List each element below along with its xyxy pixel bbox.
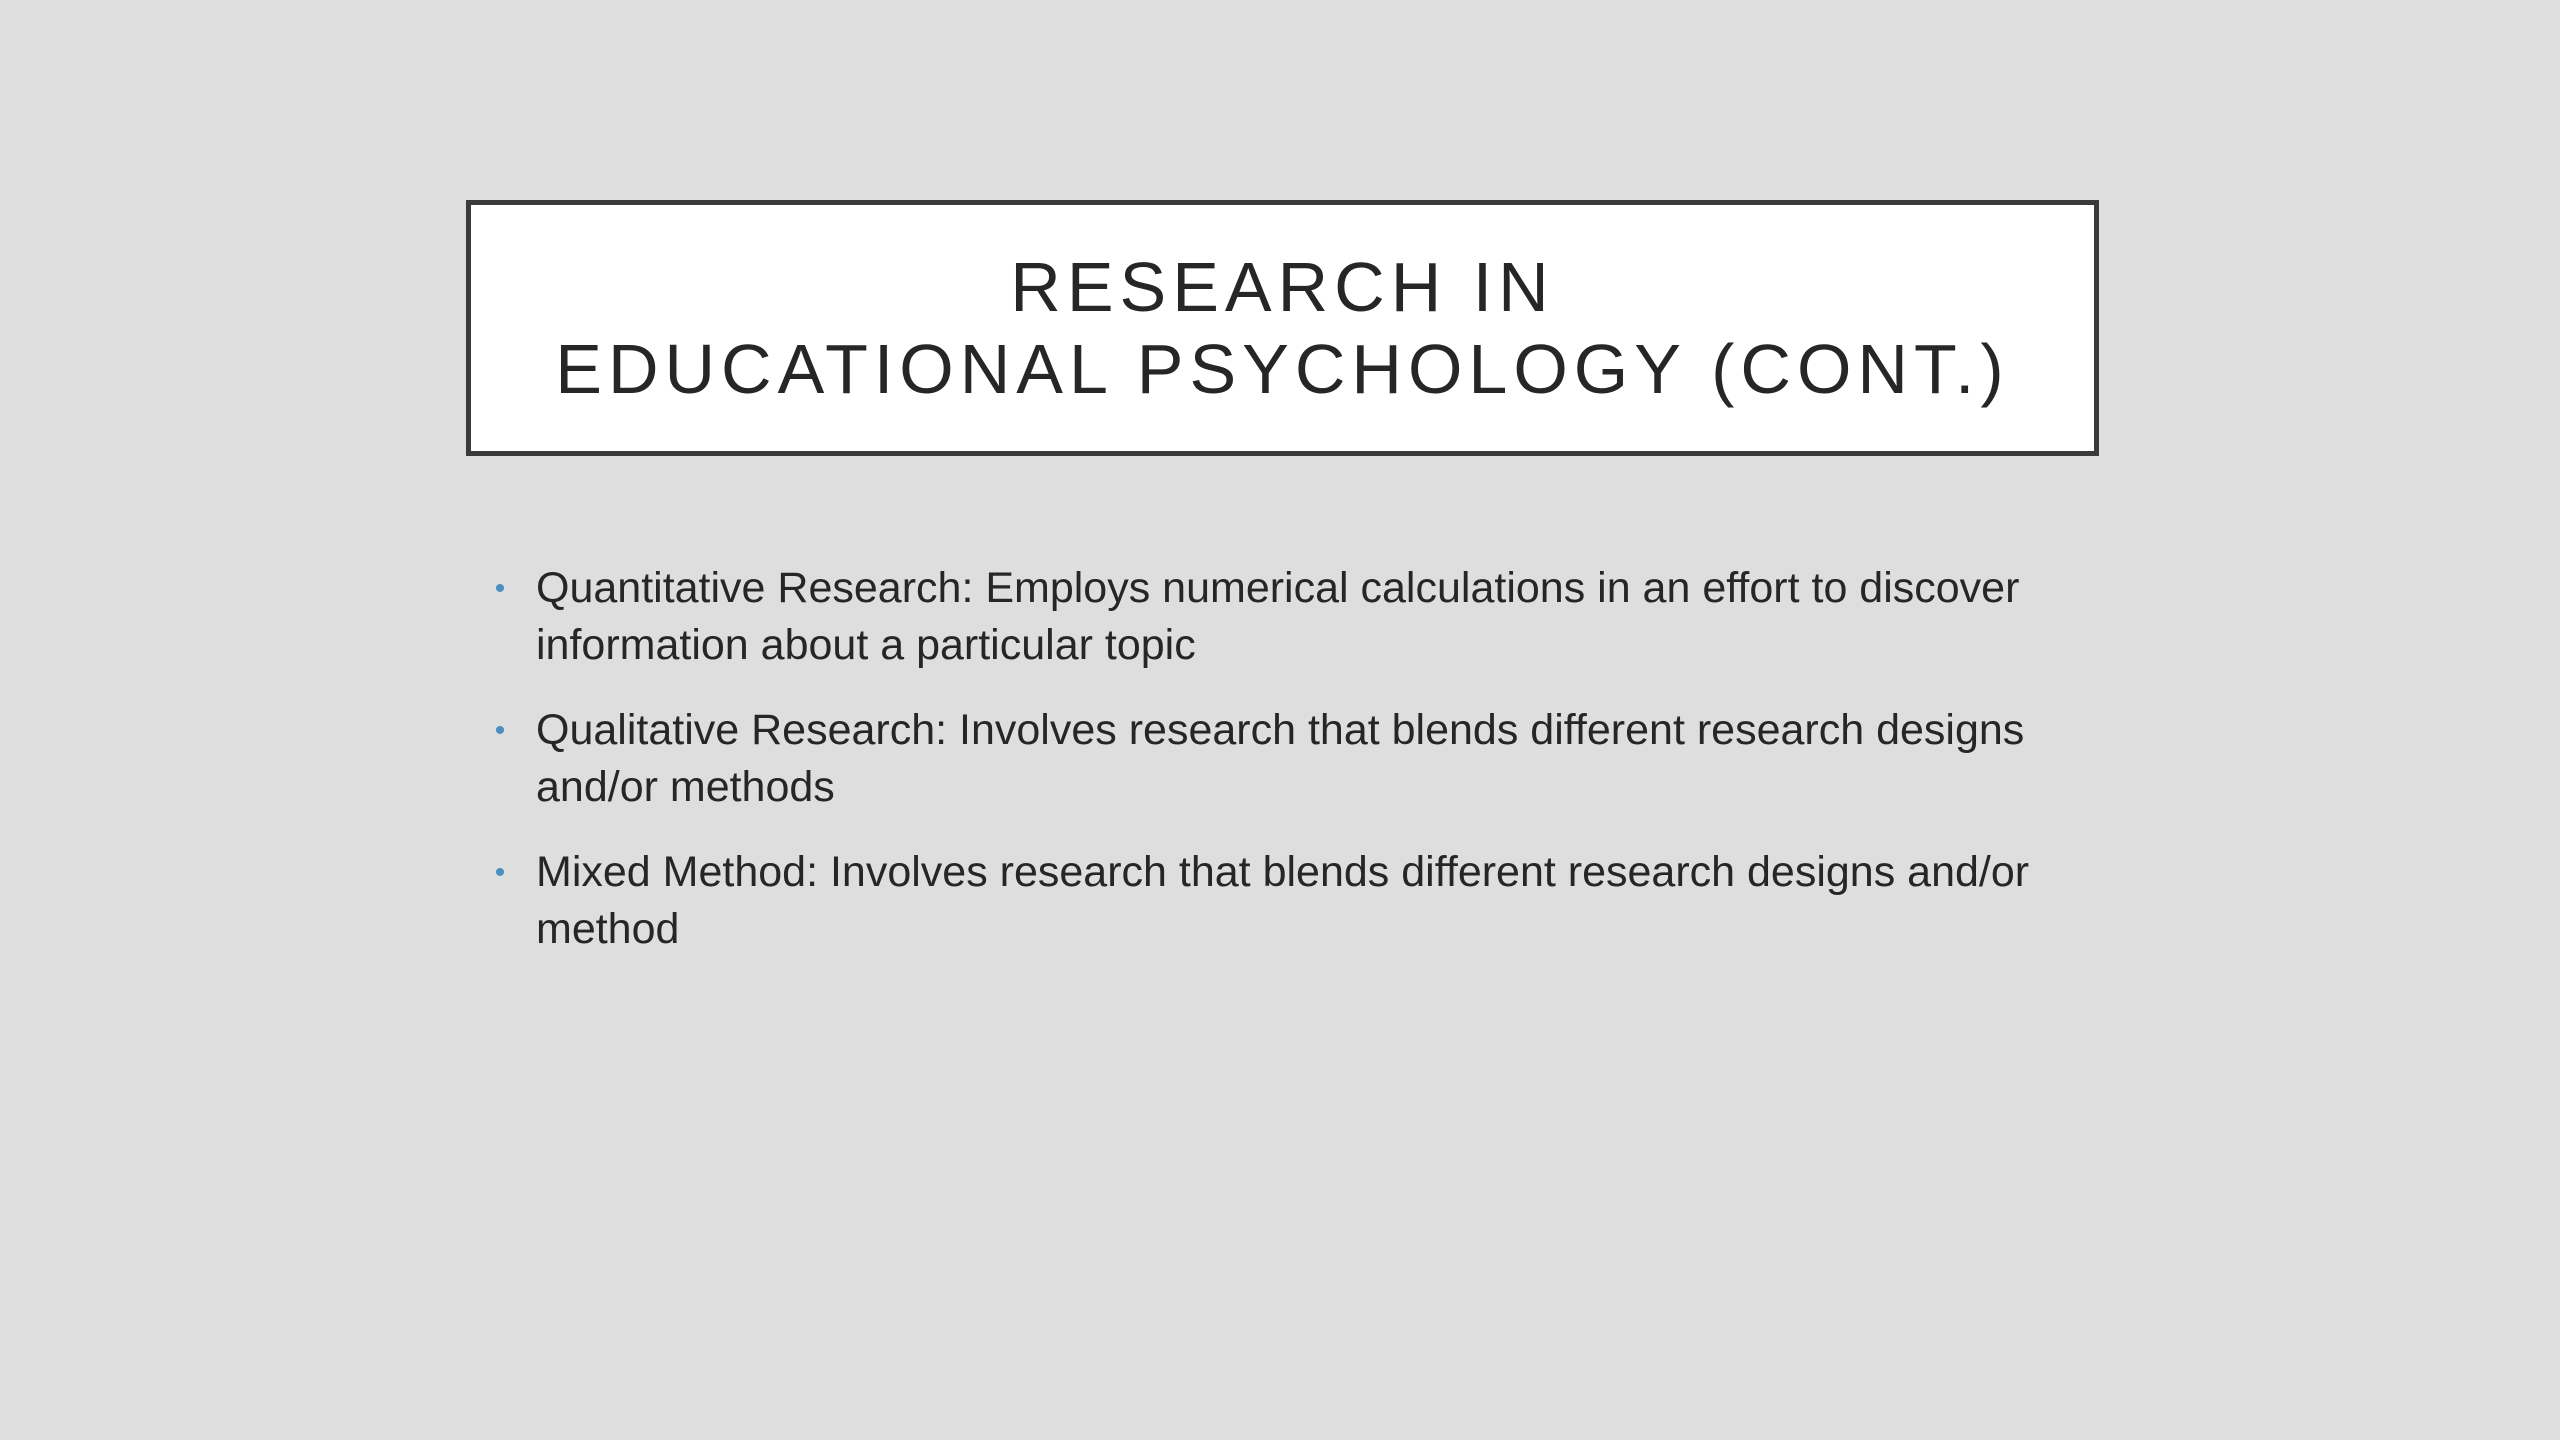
bullet-dot-icon: • [494,856,506,889]
title-line-1: RESEARCH IN [1010,248,1555,326]
bullet-dot-icon: • [494,714,506,747]
bullet-item-mixed-method [488,844,2088,958]
bullet-list [488,560,2088,986]
bullet-text: Mixed Method: Involves research that blends different research designs and/or method [536,848,2030,953]
title-line-2: EDUCATIONAL PSYCHOLOGY (CONT.) [555,330,2010,408]
slide-title [555,246,2009,410]
bullet-text: Quantitative Research: Employs numerical calculations in an effort to discover information about a particular topic [536,564,2020,669]
bullet-item-quantitative [488,560,2088,674]
title-box [466,200,2099,456]
bullet-text: Qualitative Research: Involves research that blends different research designs and/or methods [536,706,2025,811]
bullet-dot-icon: • [494,572,506,605]
bullet-item-qualitative [488,702,2088,816]
